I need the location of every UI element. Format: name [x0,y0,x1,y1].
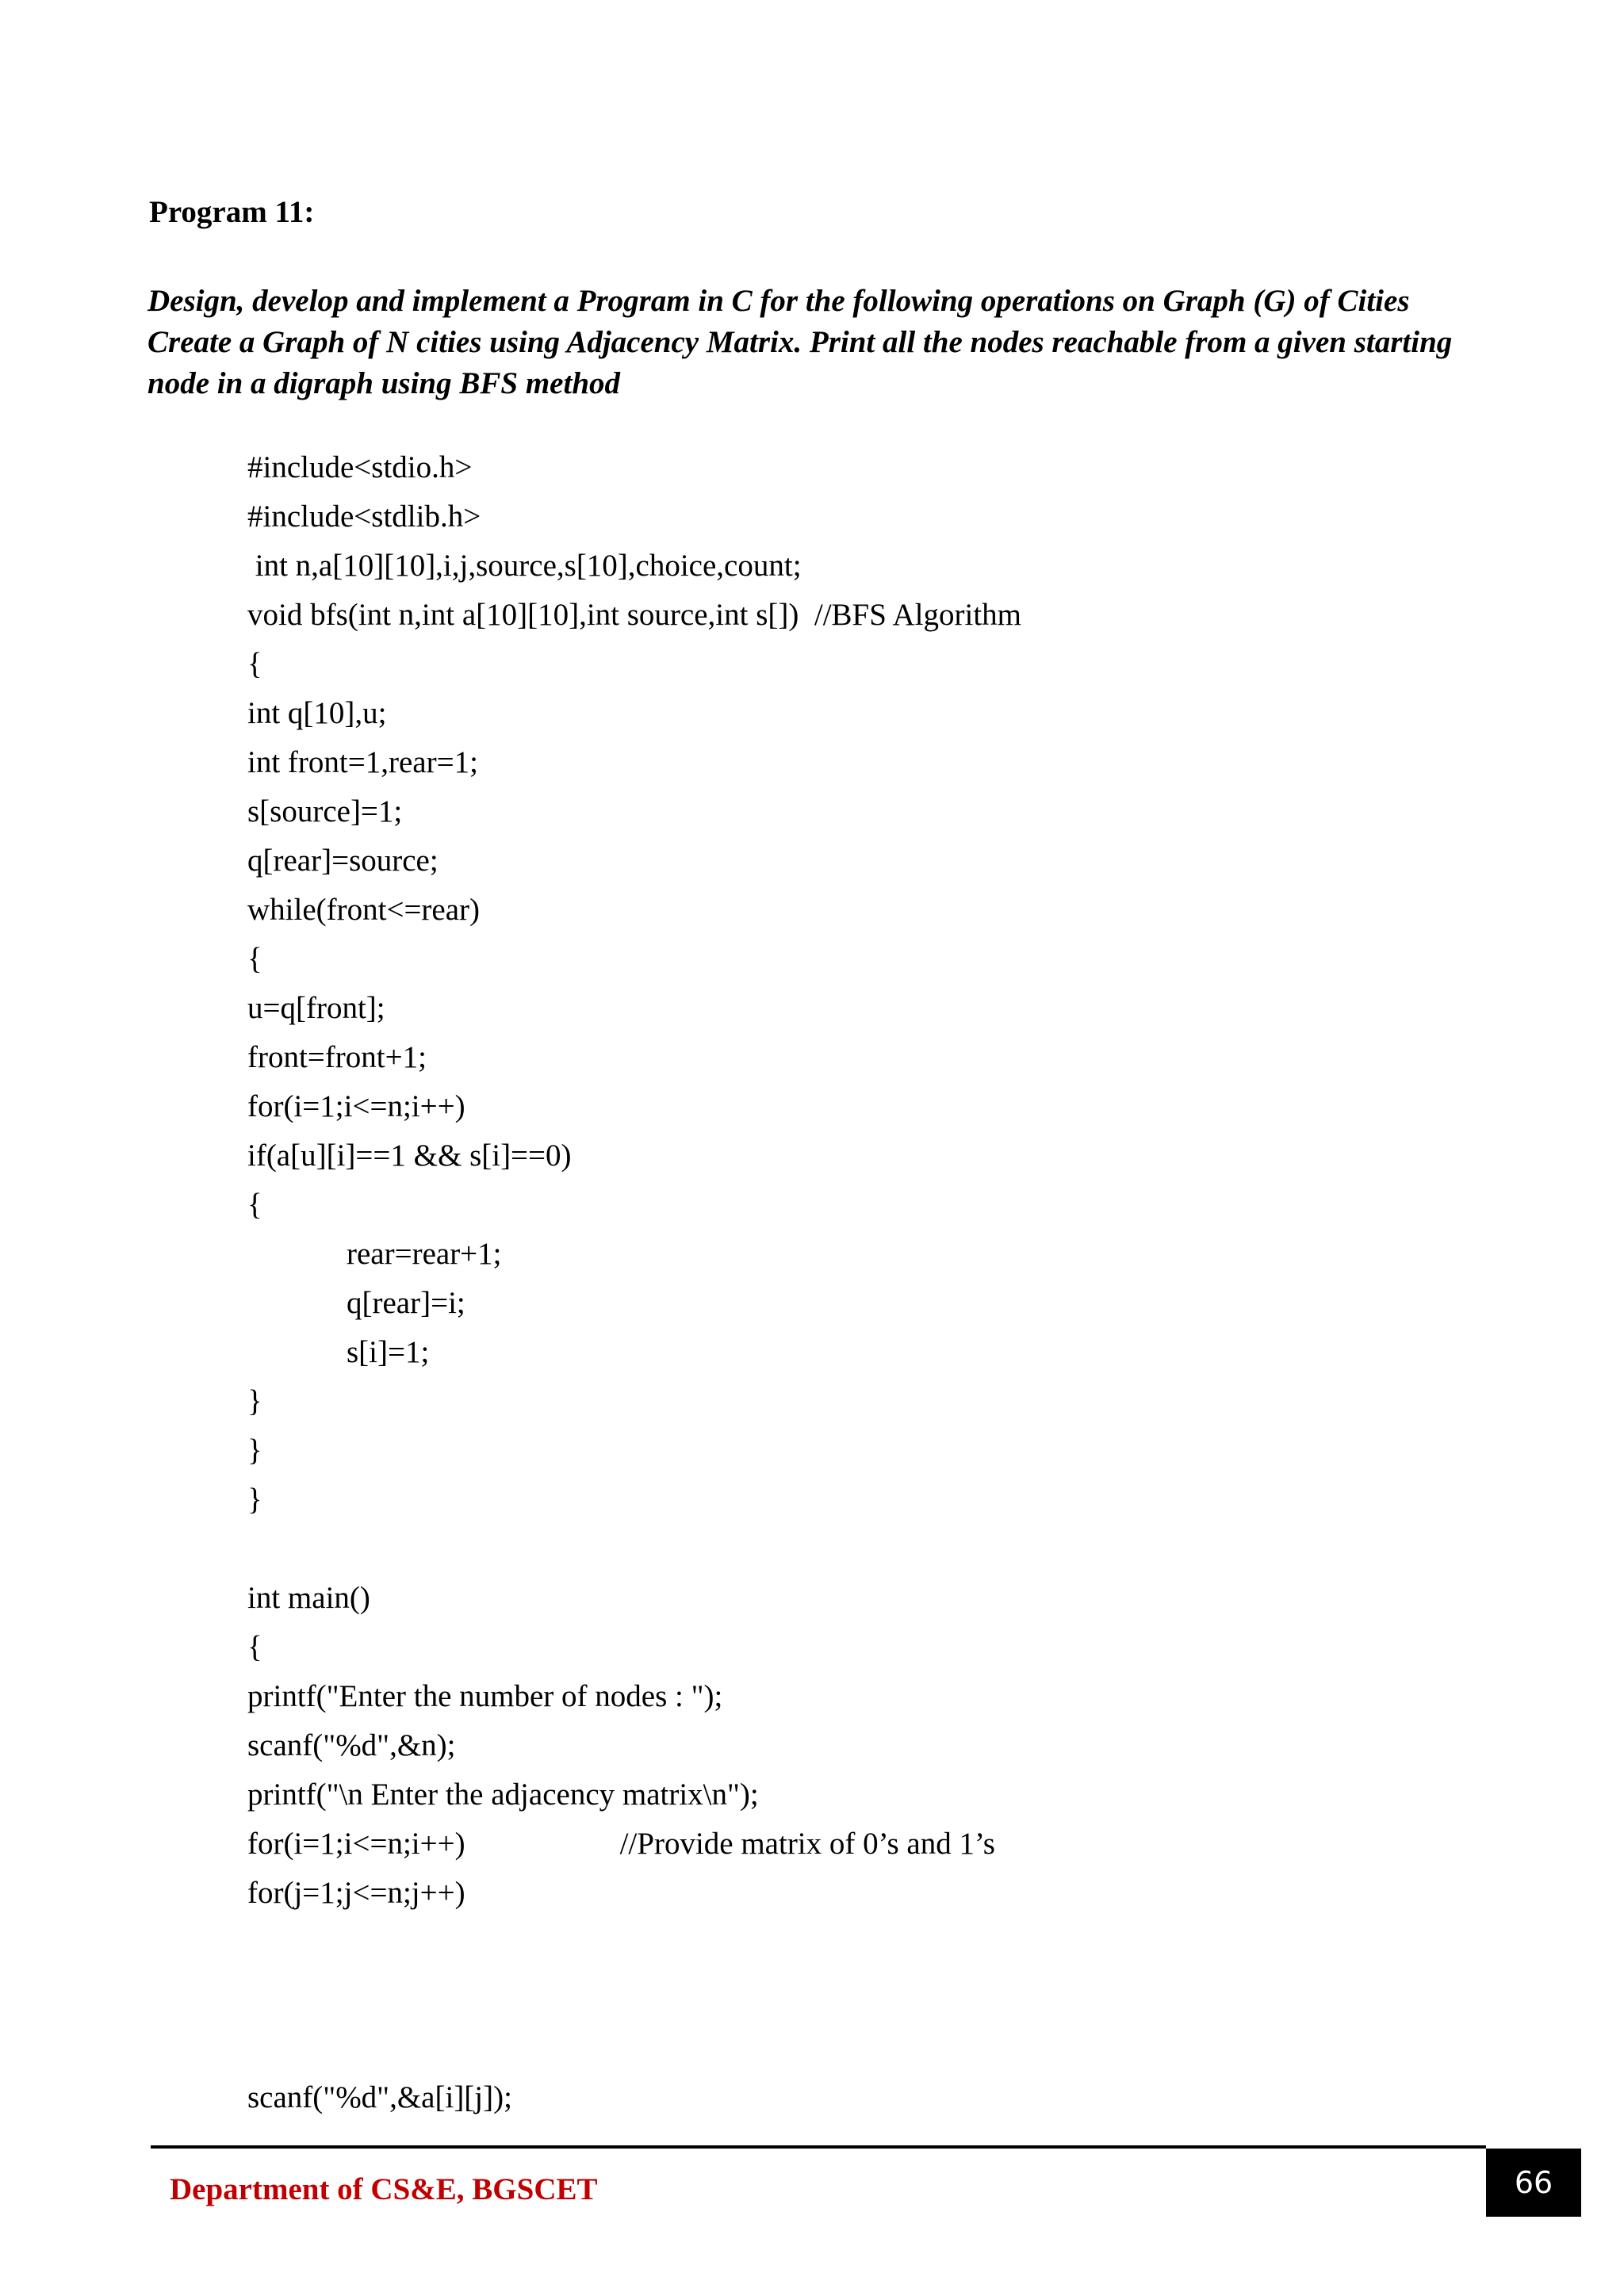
code-line: int front=1,rear=1; [247,745,478,779]
code-line: while(front<=rear) [247,893,481,927]
code-line: u=q[front]; [247,991,385,1025]
code-line: scanf("%d",&n); [247,1728,456,1762]
code-line: for(i=1;i<=n;i++) //Provide matrix of 0’s and 1’s [247,1827,995,1861]
program-heading: Program 11: [149,195,315,229]
code-line: scanf("%d",&a[i][j]); [247,2080,512,2114]
code-line: { [247,1630,262,1664]
code-line: s[source]=1; [247,794,403,828]
program-description: Design, develop and implement a Program in C for the following operations on Graph (G) of Cities Create a Graph of N cities using Adjacency Matrix. Print all the nodes reachable from a given starting node in a digraph using BFS method [147,284,1453,400]
code-line: front=front+1; [247,1040,427,1074]
code-line: rear=rear+1; [347,1237,502,1271]
code-line: if(a[u][i]==1 && s[i]==0) [247,1138,572,1173]
code-line: for(j=1;j<=n;j++) [247,1876,465,1910]
code-line: q[rear]=source; [247,844,439,878]
code-line: q[rear]=i; [347,1286,465,1320]
code-line: int q[10],u; [247,696,387,730]
code-line: void bfs(int n,int a[10][10],int source,int s[]) //BFS Algorithm [247,598,1022,632]
code-line: for(i=1;i<=n;i++) [247,1089,465,1123]
page-number-badge [1486,2149,1581,2217]
code-line: int n,a[10][10],i,j,source,s[10],choice,count; [247,549,802,583]
code-line: #include<stdio.h> [247,450,473,484]
code-line: { [247,647,262,681]
code-line: #include<stdlib.h> [247,499,481,534]
footer-department: Department of CS&E, BGSCET [170,2172,598,2206]
code-line: { [247,942,262,976]
page-number: 66 [1514,2165,1553,2200]
footer-divider [151,2145,1486,2149]
code-line: printf("\n Enter the adjacency matrix\n"); [247,1777,759,1812]
code-line: s[i]=1; [347,1335,430,1369]
code-line: } [247,1433,262,1468]
code-line: { [247,1188,262,1222]
code-line: } [247,1483,262,1517]
code-line: int main() [247,1581,370,1615]
code-line: printf("Enter the number of nodes : "); [247,1679,723,1713]
code-line: } [247,1384,262,1418]
